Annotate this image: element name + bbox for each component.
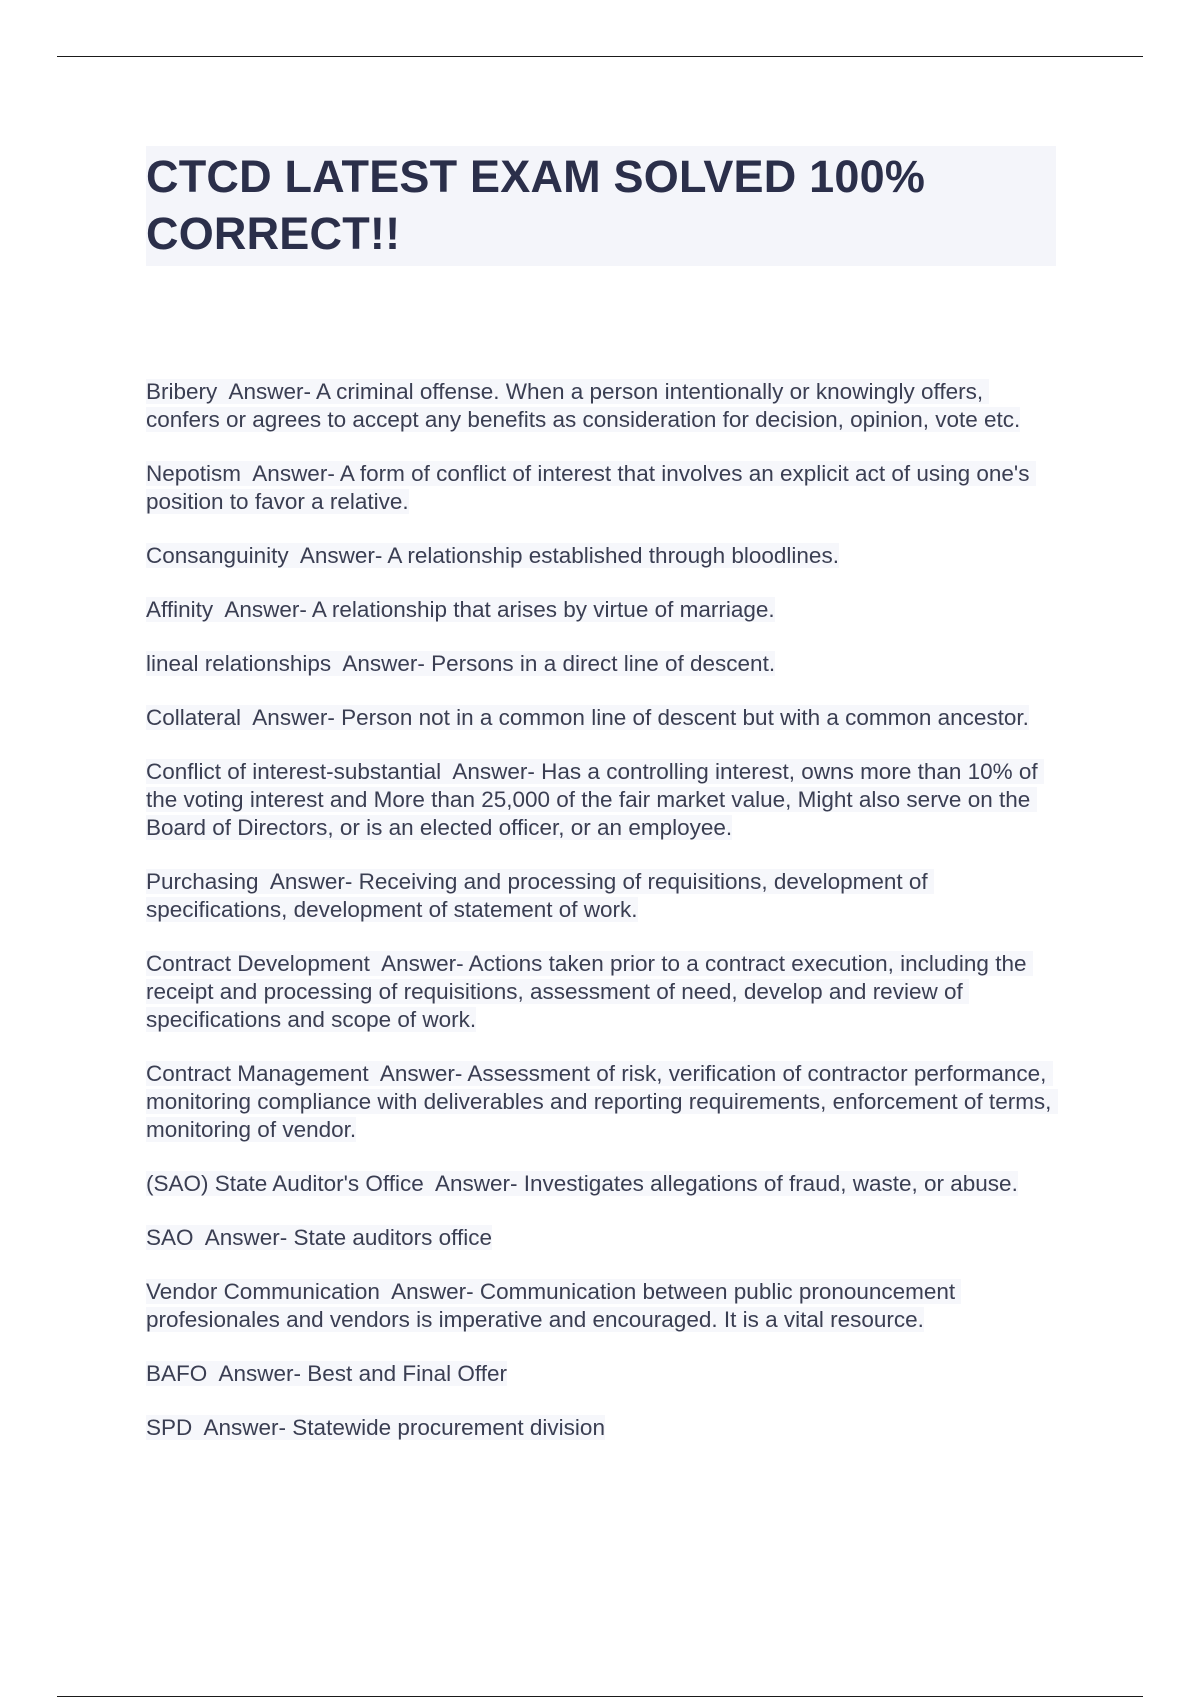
entry-state-auditors-office: (SAO) State Auditor's Office Answer- Investigates allegations of fraud, waste, or abuse. [146, 1171, 1018, 1196]
entry-bafo: BAFO Answer- Best and Final Offer [146, 1361, 507, 1386]
document-body [146, 146, 1056, 1468]
entry-sao: SAO Answer- State auditors office [146, 1225, 493, 1250]
entry-list [146, 378, 1056, 1442]
top-rule [57, 56, 1143, 57]
entry-purchasing: Purchasing Answer- Receiving and processing of requisitions, development of specifications, development of statement of work. [146, 869, 934, 922]
bottom-rule [57, 1696, 1143, 1697]
entry-affinity: Affinity Answer- A relationship that arises by virtue of marriage. [146, 597, 775, 622]
entry-contract-management: Contract Management Answer- Assessment of risk, verification of contractor performance, monitoring compliance with deliverables and reporting requirements, enforcement of terms, monitoring of vendor. [146, 1061, 1058, 1142]
entry-spd: SPD Answer- Statewide procurement division [146, 1415, 605, 1440]
entry-nepotism: Nepotism Answer- A form of conflict of interest that involves an explicit act of using one's position to favor a relative. [146, 461, 1036, 514]
entry-conflict-of-interest: Conflict of interest-substantial Answer- Has a controlling interest, owns more than 10% of the voting interest and More than 25,000 of the fair market value, Might also serve on the Board of Directors, or is an elected officer, or an employee. [146, 759, 1044, 840]
entry-consanguinity: Consanguinity Answer- A relationship established through bloodlines. [146, 543, 839, 568]
entry-lineal-relationships: lineal relationships Answer- Persons in a direct line of descent. [146, 651, 776, 676]
document-title: CTCD LATEST EXAM SOLVED 100% CORRECT!! [146, 146, 1056, 266]
entry-bribery: Bribery Answer- A criminal offense. When a person intentionally or knowingly offers, confers or agrees to accept any benefits as consideration for decision, opinion, vote etc. [146, 379, 1021, 432]
entry-contract-development: Contract Development Answer- Actions taken prior to a contract execution, including the receipt and processing of requisitions, assessment of need, develop and review of specifications and scope of work. [146, 951, 1033, 1032]
entry-collateral: Collateral Answer- Person not in a common line of descent but with a common ancestor. [146, 705, 1029, 730]
entry-vendor-communication: Vendor Communication Answer- Communication between public pronouncement profesionales and vendors is imperative and encouraged. It is a vital resource. [146, 1279, 962, 1332]
